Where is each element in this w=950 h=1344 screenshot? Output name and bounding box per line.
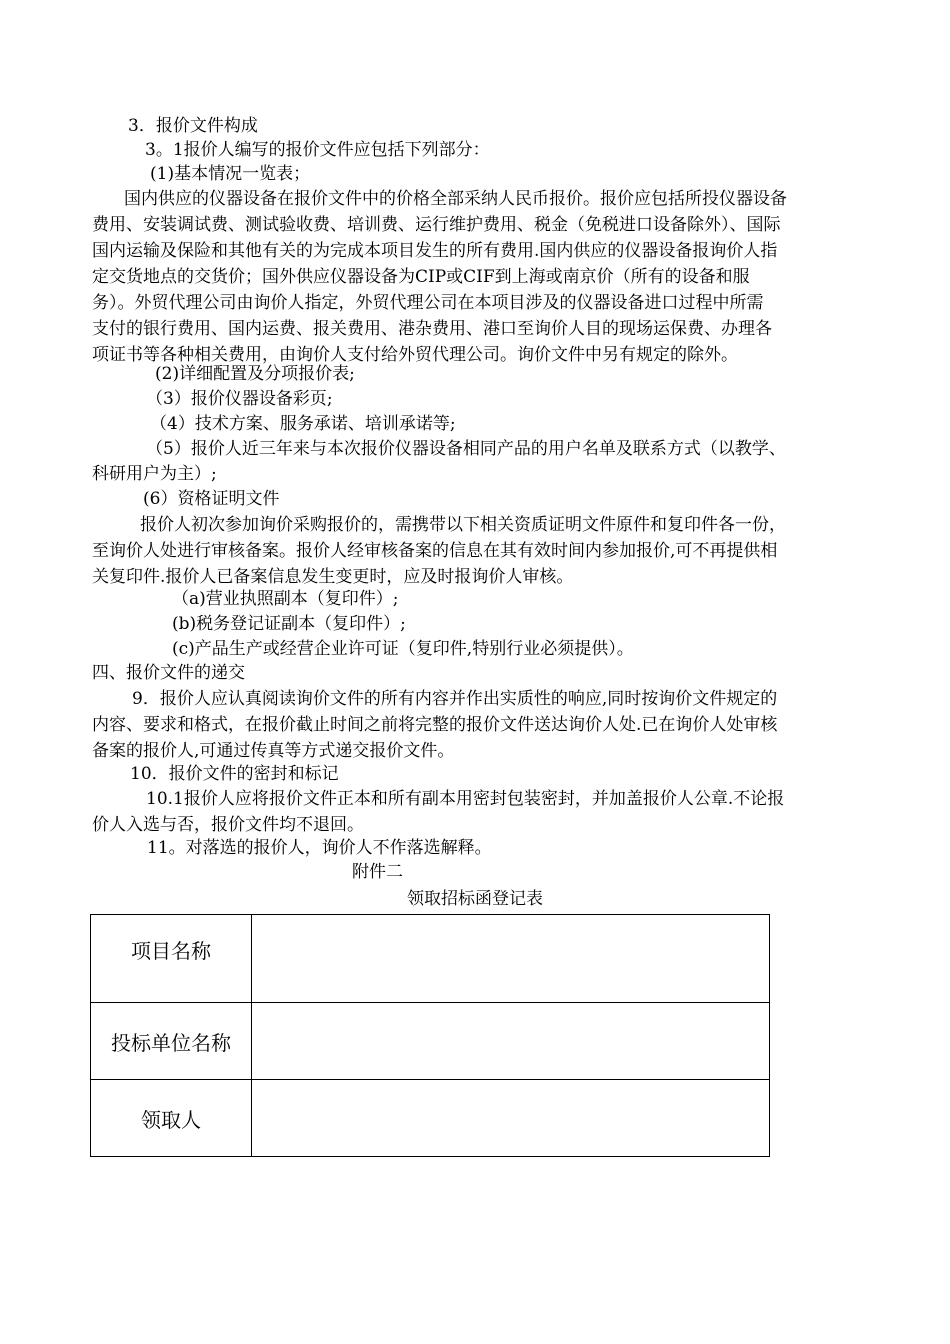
field-bidder-name[interactable] [252, 1003, 770, 1080]
registration-table [90, 914, 770, 1157]
paragraph-clause-9 [92, 686, 860, 764]
sub-item-c: (c)产品生产或经营企业许可证（复印件,特别行业必须提供）。 [172, 639, 634, 659]
paragraph-line: 费用、安装调试费、测试验收费、培训费、运行维护费用、税金（免税进口设备除外）、国际 [92, 215, 781, 235]
clause-3-1: 3。1报价人编写的报价文件应包括下列部分： [145, 140, 490, 160]
item-4: （4）技术方案、服务承诺、培训承诺等; [150, 414, 456, 434]
table-title: 领取招标函登记表 [407, 889, 543, 909]
table-row [91, 1080, 770, 1157]
field-recipient[interactable] [252, 1080, 770, 1157]
paragraph-pricing [92, 186, 860, 368]
item-6: (6）资格证明文件 [143, 489, 280, 509]
section-3-heading: 3．报价文件构成 [128, 116, 258, 136]
item-2: (2)详细配置及分项报价表; [155, 364, 355, 384]
clause-11: 11。对落选的报价人，询价人不作落选解释。 [147, 838, 492, 858]
clause-10: 10．报价文件的密封和标记 [130, 764, 339, 784]
paragraph-line: 国内运输及保险和其他有关的为完成本项目发生的所有费用.国内供应的仪器设备报询价人指 [92, 241, 778, 261]
item-1: (1)基本情况一览表； [150, 164, 311, 184]
sub-item-b: (b)税务登记证副本（复印件）; [172, 614, 406, 634]
section-4-heading: 四、报价文件的递交 [92, 663, 245, 683]
paragraph-line: 关复印件.报价人已备案信息发生变更时，应及时报询价人审核。 [92, 567, 574, 587]
paragraph-line: 务）。外贸代理公司由询价人指定，外贸代理公司在本项目涉及的仪器设备进口过程中所需 [92, 293, 764, 313]
label-recipient: 领取人 [91, 1080, 252, 1157]
sub-item-a: （a)营业执照副本（复印件）; [172, 589, 399, 609]
paragraph-line: 内容、要求和格式，在报价截止时间之前将完整的报价文件送达询价人处.已在询价人处审核 [92, 715, 778, 735]
paragraph-line: 国内供应的仪器设备在报价文件中的价格全部采纳人民币报价。报价应包括所投仪器设备 [124, 189, 787, 209]
paragraph-line: 备案的报价人,可通过传真等方式递交报价文件。 [92, 741, 455, 761]
table-row [91, 915, 770, 1003]
paragraph-qualification [92, 512, 860, 590]
attachment-label: 附件二 [352, 862, 403, 882]
table-row [91, 1003, 770, 1080]
paragraph-line: 至询价人处进行审核备案。报价人经审核备案的信息在其有效时间内参加报价,可不再提供相 [92, 541, 778, 561]
paragraph-line: 价人入选与否，报价文件均不退回。 [92, 815, 364, 835]
field-project-name[interactable] [252, 915, 770, 1003]
label-bidder-name: 投标单位名称 [91, 1003, 252, 1080]
paragraph-line: 定交货地点的交货价；国外供应仪器设备为CIP或CIF到上海或南京价（所有的设备和服 [92, 267, 750, 287]
paragraph-line: 10.1报价人应将报价文件正本和所有副本用密封包装密封，并加盖报价人公章.不论报 [146, 789, 785, 809]
paragraph-line: 报价人初次参加询价采购报价的，需携带以下相关资质证明文件原件和复印件各一份， [140, 515, 786, 535]
label-project-name: 项目名称 [91, 915, 252, 1003]
item-5-line-2: 科研用户为主）; [92, 464, 217, 484]
item-3: （3）报价仪器设备彩页; [146, 389, 333, 409]
paragraph-line: 项证书等各种相关费用，由询价人支付给外贸代理公司。询价文件中另有规定的除外。 [92, 345, 738, 365]
paragraph-line: 支付的银行费用、国内运费、报关费用、港杂费用、港口至询价人目的现场运保费、办理各 [92, 319, 772, 339]
paragraph-line: 9．报价人应认真阅读询价文件的所有内容并作出实质性的响应,同时按询价文件规定的 [132, 689, 778, 709]
paragraph-clause-10-1 [92, 786, 860, 838]
item-5-line-1: （5）报价人近三年来与本次报价仪器设备相同产品的用户名单及联系方式（以教学、 [146, 439, 786, 459]
